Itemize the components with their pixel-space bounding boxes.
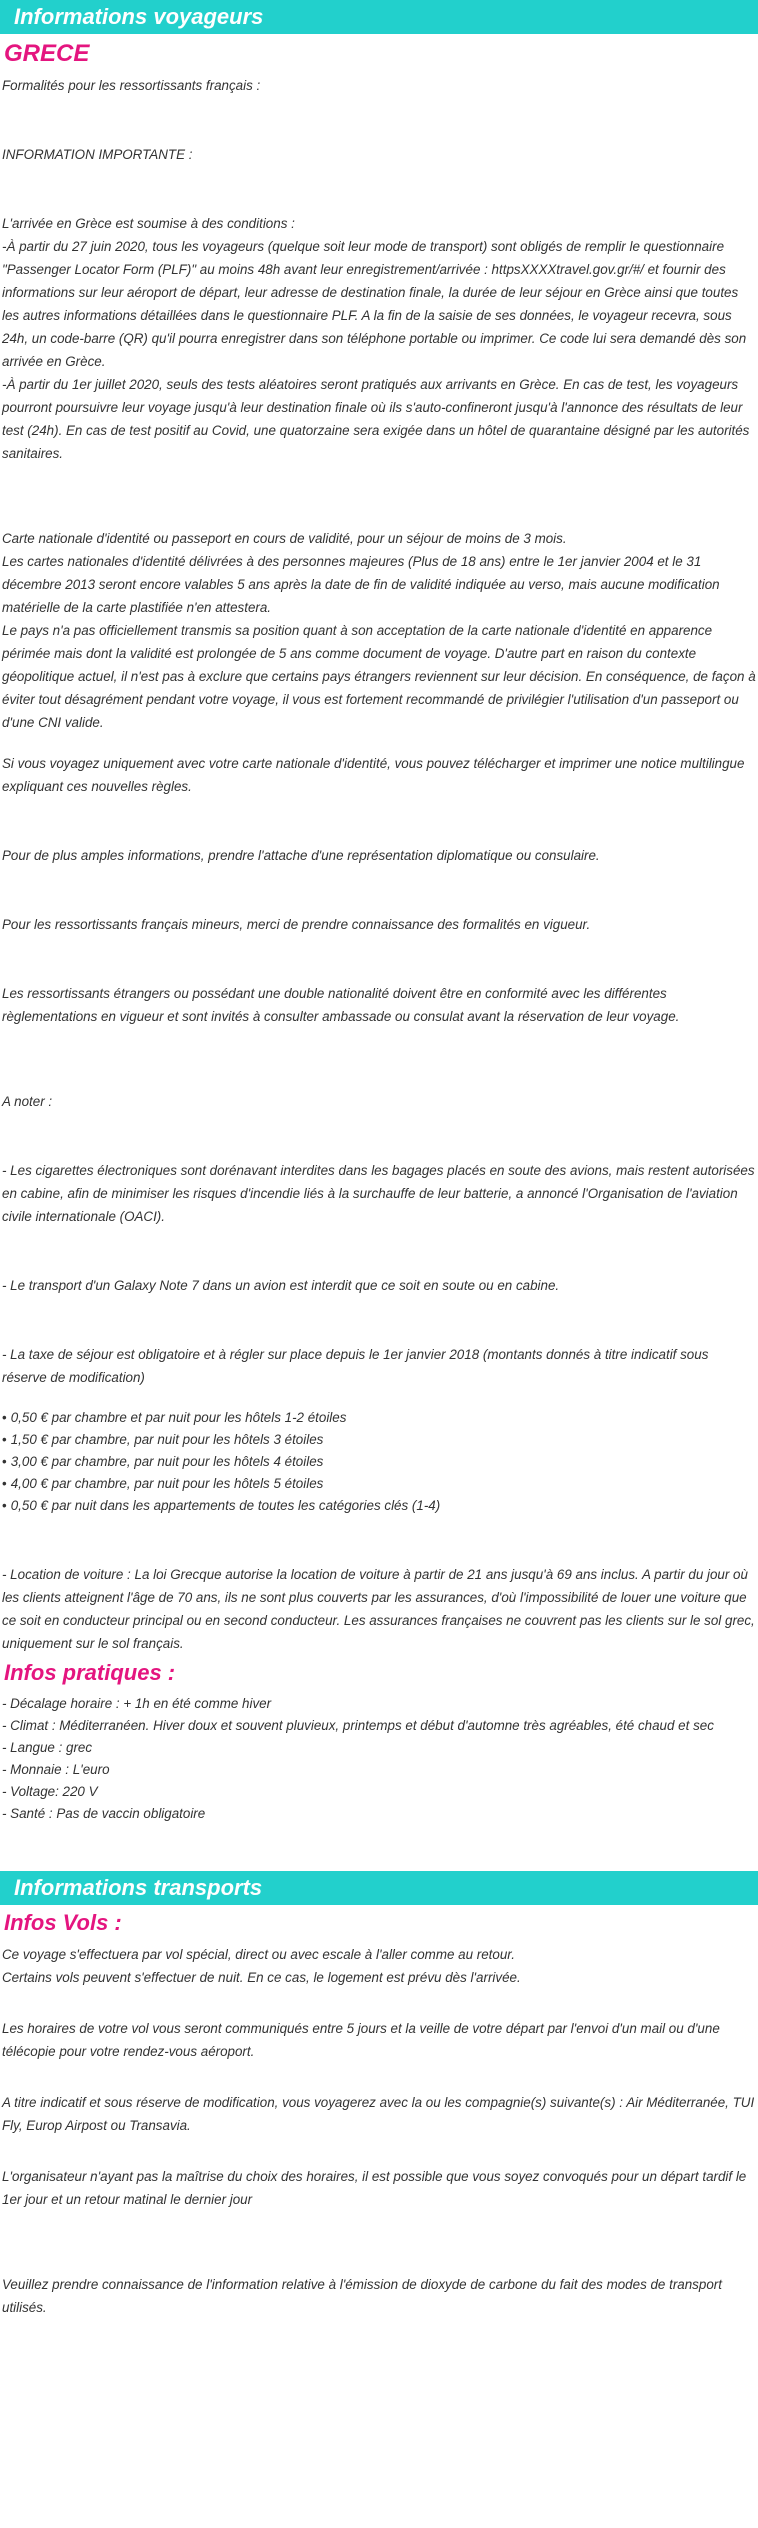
vol-line: Certains vols peuvent s'effectuer de nuit. En ce cas, le logement est prévu dès l'arrivée.: [2, 1970, 521, 1985]
cni-line: Carte nationale d'identité ou passeport en cours de validité, pour un séjour de moins de 3 mois.: [2, 531, 567, 546]
page-content: [0, 40, 758, 1825]
taxe-list: [2, 1407, 756, 1517]
country-title: GRECE: [4, 40, 90, 67]
cni-line: Le pays n'a pas officiellement transmis sa position quant à son acceptation de la carte nationale d'identité en apparence périmée mais dont la validité est prolongée de 5 ans comme document de voyage. D'autre part en raison du contexte géopolitique actuel, il n'est pas à exclure que certains pays étrangers reviennent sur leur décision. En conséquence, de façon à éviter tout désagrément pendant votre voyage, il vous est fortement recommandé de privilégier l'utilisation d'un passeport ou d'une CNI valide.: [2, 623, 756, 730]
list-item: • 0,50 € par nuit dans les appartements de toutes les catégories clés (1-4): [2, 1498, 441, 1513]
arrivee-line: L'arrivée en Grèce est soumise à des conditions :: [2, 216, 295, 231]
list-item: - Voltage: 220 V: [2, 1784, 98, 1799]
arrivee-line: -À partir du 27 juin 2020, tous les voyageurs (quelque soit leur mode de transport) sont obligés de remplir le questionnaire "Passenger Locator Form (PLF)" au moins 48h avant leur enregistrement/arrivée : httpsXXXXtravel.gov.gr/#/ et fournir des informations sur leur aéroport de départ, leur adresse de destination finale, la durée de leur séjour en Grèce ainsi que toutes les autres informations détaillées dans le questionnaire PLF. A la fin de la saisie de ses données, le voyageur recevra, sous 24h, un code-barre (QR) qu'il pourra enregistrer dans son téléphone portable ou imprimer. Ce code lui sera demandé dès son arrivée en Grèce.: [2, 239, 747, 369]
organisateur-text: L'organisateur n'ayant pas la maîtrise du choix des horaires, il est possible que vous soyez convoqués pour un départ tardif le 1er jour et un retour matinal le dernier jour: [2, 2169, 747, 2207]
voyageurs-banner: Informations voyageurs: [0, 0, 758, 34]
list-item: • 1,50 € par chambre, par nuit pour les hôtels 3 étoiles: [2, 1432, 324, 1447]
co2-text: Veuillez prendre connaissance de l'information relative à l'émission de dioxyde de carbone du fait des modes de transport utilisés.: [2, 2277, 722, 2315]
list-item: • 0,50 € par chambre et par nuit pour les hôtels 1-2 étoiles: [2, 1410, 347, 1425]
list-item: - Langue : grec: [2, 1740, 93, 1755]
important-label: INFORMATION IMPORTANTE :: [2, 147, 193, 162]
list-item: • 4,00 € par chambre, par nuit pour les hôtels 5 étoiles: [2, 1476, 324, 1491]
cigarettes-text: - Les cigarettes électroniques sont dorénavant interdites dans les bagages placés en soute des avions, mais restent autorisées en cabine, afin de minimiser les risques d'incendie liés à la surchauffe de leur batterie, a annoncé l'Organisation de l'aviation civile internationale (OACI).: [2, 1163, 755, 1224]
list-item: - Climat : Méditerranéen. Hiver doux et souvent pluvieux, printemps et début d'automne très agréables, été chaud et sec: [2, 1718, 714, 1733]
arrivee-line: -À partir du 1er juillet 2020, seuls des tests aléatoires seront pratiqués aux arrivants en Grèce. En cas de test, les voyageurs pourront poursuivre leur voyage jusqu'à leur destination finale où ils s'auto-confineront jusqu'à l'annonce des résultats de leur test (24h). En cas de test positif au Covid, une quatorzaine sera exigée dans un hôtel de quarantaine désigné par les autorités sanitaires.: [2, 377, 750, 461]
plus-info-text: Pour de plus amples informations, prendre l'attache d'une représentation diplomatique ou consulaire.: [2, 848, 600, 863]
compagnies-text: A titre indicatif et sous réserve de modification, vous voyagerez avec la ou les compagnie(s) suivante(s) : Air Méditerranée, TUI Fly, Europ Airpost ou Transavia.: [2, 2095, 755, 2133]
infos-pratiques-list: [2, 1693, 756, 1825]
galaxy-text: - Le transport d'un Galaxy Note 7 dans un avion est interdit que ce soit en soute ou en cabine.: [2, 1278, 560, 1293]
transports-banner: Informations transports: [0, 1871, 758, 1905]
etrangers-text: Les ressortissants étrangers ou possédant une double nationalité doivent être en conformité avec les différentes règlementations en vigueur et sont invités à consulter ambassade ou consulat avant la réservation de leur voyage.: [2, 986, 680, 1024]
list-item: - Monnaie : L'euro: [2, 1762, 110, 1777]
mineurs-text: Pour les ressortissants français mineurs, merci de prendre connaissance des formalités en vigueur.: [2, 917, 591, 932]
cni-line: Les cartes nationales d'identité délivrées à des personnes majeures (Plus de 18 ans) entre le 1er janvier 2004 et le 31 décembre 2013 seront encore valables 5 ans après la date de fin de validité indiquée au verso, mais aucune modification matérielle de la carte plastifiée n'en attestera.: [2, 554, 720, 615]
horaires-text: Les horaires de votre vol vous seront communiqués entre 5 jours et la veille de votre départ par l'envoi d'un mail ou d'une télécopie pour votre rendez-vous aéroport.: [2, 2021, 720, 2059]
notice-text: Si vous voyagez uniquement avec votre carte nationale d'identité, vous pouvez télécharger et imprimer une notice multilingue expliquant ces nouvelles règles.: [2, 756, 745, 794]
vols-heading: Infos Vols :: [4, 1910, 122, 1935]
formalites-intro: Formalités pour les ressortissants français :: [2, 78, 261, 93]
a-noter-label: A noter :: [2, 1094, 53, 1109]
infos-pratiques-heading: Infos pratiques :: [4, 1660, 176, 1685]
list-item: - Santé : Pas de vaccin obligatoire: [2, 1806, 206, 1821]
location-text: - Location de voiture : La loi Grecque autorise la location de voiture à partir de 21 ans jusqu'à 69 ans inclus. A partir du jour où les clients atteignent l'âge de 70 ans, ils ne sont plus couverts par les assurances, d'où l'impossibilité de louer une voiture que ce soit en conducteur principal ou en second conducteur. Les assurances françaises ne couvrent pas les clients sur le sol grec, uniquement sur le sol français.: [2, 1567, 755, 1651]
vol-line: Ce voyage s'effectuera par vol spécial, direct ou avec escale à l'aller comme au retour.: [2, 1947, 515, 1962]
list-item: • 3,00 € par chambre, par nuit pour les hôtels 4 étoiles: [2, 1454, 324, 1469]
transports-section: [0, 1871, 758, 2319]
list-item: - Décalage horaire : + 1h en été comme hiver: [2, 1696, 272, 1711]
taxe-intro: - La taxe de séjour est obligatoire et à régler sur place depuis le 1er janvier 2018 (montants donnés à titre indicatif sous réserve de modification): [2, 1347, 709, 1385]
